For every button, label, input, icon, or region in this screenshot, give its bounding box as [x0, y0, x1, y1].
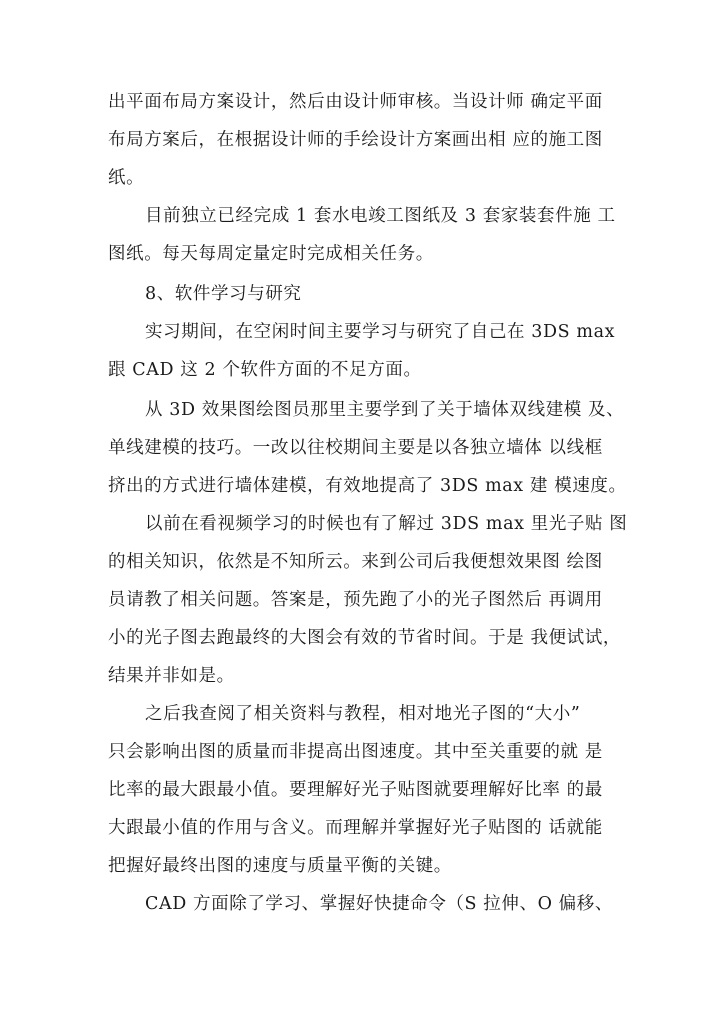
- text-line: 员请教了相关问题。答案是，预先跑了小的光子图然后 再调用: [108, 590, 603, 610]
- text-line: 单线建模的技巧。一改以往校期间主要是以各独立墙体 以线框: [108, 438, 603, 458]
- paragraph-first-line: 目前独立已经完成 1 套水电竣工图纸及 3 套家装套件施 工: [145, 206, 616, 226]
- paragraph-first-line: 实习期间，在空闲时间主要学习与研究了自己在 3DS max: [145, 322, 616, 342]
- text-line: 挤出的方式进行墙体建模，有效地提高了 3DS max 建 模速度。: [108, 476, 627, 496]
- text-line: 布局方案后，在根据设计师的手绘设计方案画出相 应的施工图: [108, 130, 603, 150]
- paragraph-first-line: 以前在看视频学习的时候也有了解过 3DS max 里光子贴 图: [145, 514, 628, 534]
- text-line: 出平面布局方案设计，然后由设计师审核。当设计师 确定平面: [108, 92, 603, 112]
- text-line: 只会影响出图的质量而非提高出图速度。其中至关重要的就 是: [108, 742, 603, 762]
- paragraph-first-line: 之后我查阅了相关资料与教程，相对地光子图的“大小”: [145, 704, 581, 724]
- text-line: 图纸。每天每周定量定时完成相关任务。: [108, 244, 434, 264]
- text-line: 大跟最小值的作用与含义。而理解并掌握好光子贴图的 话就能: [108, 818, 603, 838]
- text-line: 的相关知识，依然是不知所云。来到公司后我便想效果图 绘图: [108, 552, 603, 572]
- paragraph-first-line: CAD 方面除了学习、掌握好快捷命令（S 拉伸、O 偏移、: [145, 894, 613, 914]
- paragraph-first-line: 从 3D 效果图绘图员那里主要学到了关于墙体双线建模 及、: [145, 400, 625, 420]
- text-line: 跟 CAD 这 2 个软件方面的不足方面。: [108, 360, 422, 380]
- text-line: 结果并非如是。: [108, 666, 235, 686]
- text-line: 把握好最终出图的速度与质量平衡的关键。: [108, 856, 452, 876]
- text-line: 小的光子图去跑最终的大图会有效的节省时间。于是 我便试试，: [108, 628, 621, 648]
- text-line: 纸。: [108, 168, 145, 188]
- section-heading: 8、软件学习与研究: [145, 284, 302, 304]
- text-line: 比率的最大跟最小值。要理解好光子贴图就要理解好比率 的最: [108, 780, 603, 800]
